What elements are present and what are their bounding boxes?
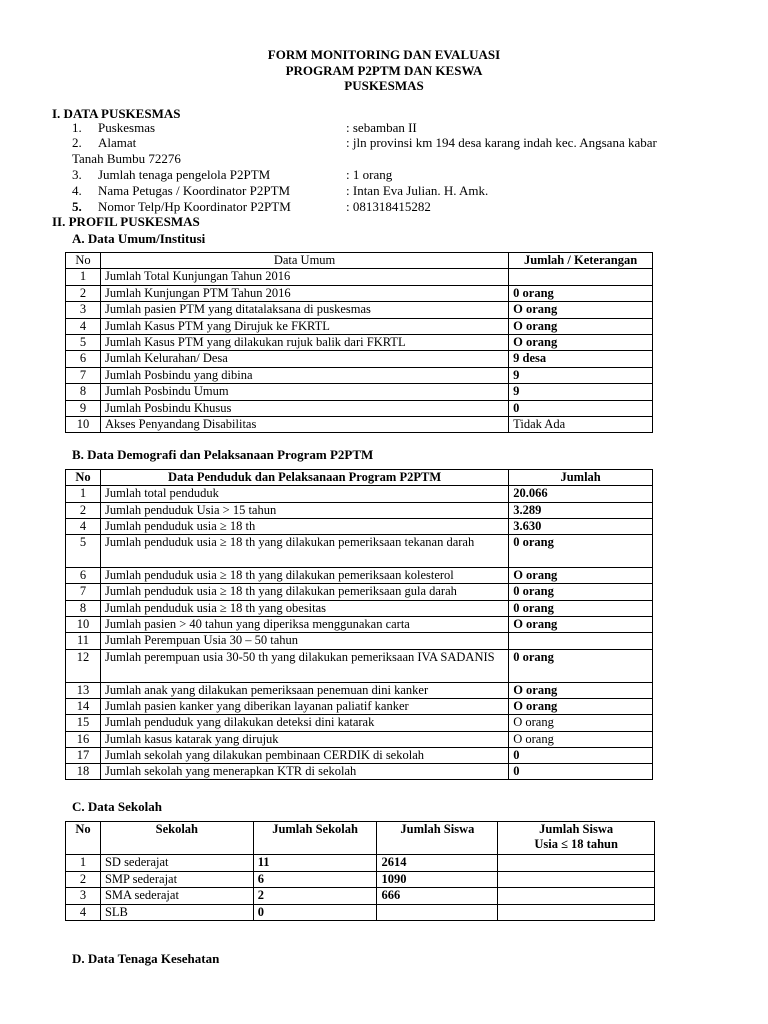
row-label: Jumlah Posbindu Umum bbox=[100, 384, 508, 400]
row-value: 9 bbox=[509, 367, 653, 383]
row-siswa-18 bbox=[498, 904, 655, 921]
row-label: Akses Penyandang Disabilitas bbox=[100, 416, 508, 432]
sub-a-heading: A. Data Umum/Institusi bbox=[72, 231, 206, 246]
table-row bbox=[66, 600, 653, 616]
item-3-num: 3. bbox=[72, 167, 82, 182]
row-label: Jumlah kasus katarak yang dirujuk bbox=[100, 731, 508, 747]
row-no: 3 bbox=[66, 302, 101, 318]
table-row bbox=[66, 302, 653, 318]
row-label: Jumlah penduduk usia ≥ 18 th yang obesitas bbox=[100, 600, 508, 616]
table-row bbox=[66, 617, 653, 633]
item-3-label: Jumlah tenaga pengelola P2PTM bbox=[98, 167, 271, 182]
row-value: O orang bbox=[509, 568, 653, 584]
row-no: 7 bbox=[66, 584, 101, 600]
row-label: Jumlah sekolah yang menerapkan KTR di sekolah bbox=[100, 764, 508, 780]
table-row bbox=[66, 584, 653, 600]
row-no: 16 bbox=[66, 731, 101, 747]
row-label: Jumlah Kasus PTM yang dilakukan rujuk balik dari FKRTL bbox=[100, 334, 508, 350]
row-sekolah: SD sederajat bbox=[100, 855, 253, 872]
row-no: 4 bbox=[66, 318, 101, 334]
row-no: 8 bbox=[66, 600, 101, 616]
row-no: 5 bbox=[66, 334, 101, 350]
table-row bbox=[66, 871, 655, 888]
item-5-value: : 081318415282 bbox=[346, 199, 431, 214]
row-label: Jumlah pasien kanker yang diberikan layanan paliatif kanker bbox=[100, 698, 508, 714]
item-5-label: Nomor Telp/Hp Koordinator P2PTM bbox=[98, 199, 291, 214]
table-row bbox=[66, 400, 653, 416]
row-value: O orang bbox=[509, 318, 653, 334]
row-value: 0 orang bbox=[509, 535, 653, 568]
item-1-value: : sebamban II bbox=[346, 120, 417, 135]
row-siswa-18 bbox=[498, 855, 655, 872]
col-header-usia-line2: Usia ≤ 18 tahun bbox=[534, 837, 618, 851]
row-label: Jumlah Perempuan Usia 30 – 50 tahun bbox=[100, 633, 508, 649]
row-value bbox=[509, 269, 653, 285]
row-label: Jumlah Posbindu yang dibina bbox=[100, 367, 508, 383]
row-value: 0 orang bbox=[509, 584, 653, 600]
table-row bbox=[66, 285, 653, 301]
table-row bbox=[66, 416, 653, 432]
row-value: 0 orang bbox=[509, 649, 653, 682]
row-jumlah-siswa: 666 bbox=[377, 888, 498, 905]
item-2-label: Alamat bbox=[98, 135, 137, 150]
form-title-line2: PROGRAM P2PTM DAN KESWA bbox=[285, 63, 483, 78]
row-no: 18 bbox=[66, 764, 101, 780]
row-sekolah: SLB bbox=[100, 904, 253, 921]
row-label: Jumlah Total Kunjungan Tahun 2016 bbox=[100, 269, 508, 285]
table-row bbox=[66, 682, 653, 698]
item-2-num: 2. bbox=[72, 135, 82, 150]
row-label: Jumlah penduduk Usia > 15 tahun bbox=[100, 502, 508, 518]
table-row bbox=[66, 518, 653, 534]
row-label: Jumlah penduduk usia ≥ 18 th bbox=[100, 518, 508, 534]
col-header-no: No bbox=[66, 822, 101, 855]
table-row bbox=[66, 486, 653, 502]
row-label: Jumlah Kunjungan PTM Tahun 2016 bbox=[100, 285, 508, 301]
row-value: O orang bbox=[509, 302, 653, 318]
col-header-jumlah-siswa-line1: Jumlah Siswa bbox=[539, 822, 614, 836]
row-no: 17 bbox=[66, 747, 101, 763]
row-no: 8 bbox=[66, 384, 101, 400]
row-value: O orang bbox=[509, 731, 653, 747]
item-5-num: 5. bbox=[72, 199, 82, 214]
col-header-no: No bbox=[66, 253, 101, 269]
sub-c-heading: C. Data Sekolah bbox=[72, 799, 162, 814]
row-value: 3.630 bbox=[509, 518, 653, 534]
row-value: O orang bbox=[509, 617, 653, 633]
table-row bbox=[66, 715, 653, 731]
row-value: 9 desa bbox=[509, 351, 653, 367]
row-no: 2 bbox=[66, 285, 101, 301]
row-label: Jumlah perempuan usia 30-50 th yang dilakukan pemeriksaan IVA SADANIS bbox=[100, 649, 508, 682]
table-row bbox=[66, 888, 655, 905]
row-value: 0 orang bbox=[509, 285, 653, 301]
table-row bbox=[66, 535, 653, 568]
row-no: 2 bbox=[66, 502, 101, 518]
row-jumlah-siswa bbox=[377, 904, 498, 921]
row-siswa-18 bbox=[498, 888, 655, 905]
row-sekolah: SMA sederajat bbox=[100, 888, 253, 905]
row-no: 15 bbox=[66, 715, 101, 731]
row-no: 3 bbox=[66, 888, 101, 905]
table-row bbox=[66, 351, 653, 367]
row-no: 12 bbox=[66, 649, 101, 682]
row-label: Jumlah penduduk usia ≥ 18 th yang dilakukan pemeriksaan tekanan darah bbox=[100, 535, 508, 568]
table-row bbox=[66, 633, 653, 649]
row-jumlah-siswa: 2614 bbox=[377, 855, 498, 872]
table-row bbox=[66, 764, 653, 780]
row-value: 20.066 bbox=[509, 486, 653, 502]
row-no: 13 bbox=[66, 682, 101, 698]
row-label: Jumlah pasien PTM yang ditatalaksana di puskesmas bbox=[100, 302, 508, 318]
row-value: O orang bbox=[509, 334, 653, 350]
col-header-jumlah-sekolah: Jumlah Sekolah bbox=[253, 822, 377, 855]
row-label: Jumlah Posbindu Khusus bbox=[100, 400, 508, 416]
row-value: 3.289 bbox=[509, 502, 653, 518]
row-no: 6 bbox=[66, 568, 101, 584]
row-label: Jumlah pasien > 40 tahun yang diperiksa menggunakan carta bbox=[100, 617, 508, 633]
col-header-jumlah: Jumlah bbox=[509, 470, 653, 486]
row-no: 1 bbox=[66, 269, 101, 285]
row-value: O orang bbox=[509, 715, 653, 731]
table-row bbox=[66, 731, 653, 747]
row-jumlah-siswa: 1090 bbox=[377, 871, 498, 888]
sub-d-heading: D. Data Tenaga Kesehatan bbox=[72, 951, 220, 966]
row-jumlah-sekolah: 6 bbox=[253, 871, 377, 888]
row-jumlah-sekolah: 0 bbox=[253, 904, 377, 921]
form-title-line1: FORM MONITORING DAN EVALUASI bbox=[267, 47, 501, 62]
row-label: Jumlah total penduduk bbox=[100, 486, 508, 502]
table-data-sekolah bbox=[65, 821, 655, 921]
section-data-puskesmas-heading: I. DATA PUSKESMAS bbox=[52, 106, 181, 121]
row-label: Jumlah Kelurahan/ Desa bbox=[100, 351, 508, 367]
item-1-label: Puskesmas bbox=[98, 120, 156, 135]
col-header-sekolah: Sekolah bbox=[100, 822, 253, 855]
row-no: 14 bbox=[66, 698, 101, 714]
row-no: 6 bbox=[66, 351, 101, 367]
table-row bbox=[66, 855, 655, 872]
table-row bbox=[66, 334, 653, 350]
table-row bbox=[66, 367, 653, 383]
table-row bbox=[66, 649, 653, 682]
row-no: 5 bbox=[66, 535, 101, 568]
row-no: 4 bbox=[66, 518, 101, 534]
row-no: 4 bbox=[66, 904, 101, 921]
col-header-no: No bbox=[66, 470, 101, 486]
row-jumlah-sekolah: 2 bbox=[253, 888, 377, 905]
row-value: Tidak Ada bbox=[509, 416, 653, 432]
address-continuation: Tanah Bumbu 72276 bbox=[72, 151, 181, 166]
row-value: O orang bbox=[509, 698, 653, 714]
table-row bbox=[66, 904, 655, 921]
col-header-jumlah-siswa-usia bbox=[498, 822, 655, 855]
item-2-value: : jln provinsi km 194 desa karang indah kec. Angsana kabar bbox=[346, 135, 657, 150]
row-label: Jumlah Kasus PTM yang Dirujuk ke FKRTL bbox=[100, 318, 508, 334]
row-value: 0 bbox=[509, 400, 653, 416]
row-label: Jumlah penduduk yang dilakukan deteksi dini katarak bbox=[100, 715, 508, 731]
item-4-label: Nama Petugas / Koordinator P2PTM bbox=[98, 183, 291, 198]
row-value: 0 bbox=[509, 747, 653, 763]
row-value: 9 bbox=[509, 384, 653, 400]
table-row bbox=[66, 384, 653, 400]
row-value: 0 bbox=[509, 764, 653, 780]
row-no: 7 bbox=[66, 367, 101, 383]
section-profil-heading: II. PROFIL PUSKESMAS bbox=[52, 214, 200, 229]
row-no: 1 bbox=[66, 486, 101, 502]
row-no: 1 bbox=[66, 855, 101, 872]
row-label: Jumlah penduduk usia ≥ 18 th yang dilakukan pemeriksaan kolesterol bbox=[100, 568, 508, 584]
col-header-data-penduduk: Data Penduduk dan Pelaksanaan Program P2PTM bbox=[100, 470, 508, 486]
table-row bbox=[66, 318, 653, 334]
col-header-data-umum: Data Umum bbox=[100, 253, 508, 269]
row-sekolah: SMP sederajat bbox=[100, 871, 253, 888]
row-value bbox=[509, 633, 653, 649]
row-value: 0 orang bbox=[509, 600, 653, 616]
table-row bbox=[66, 502, 653, 518]
row-label: Jumlah anak yang dilakukan pemeriksaan penemuan dini kanker bbox=[100, 682, 508, 698]
table-row bbox=[66, 568, 653, 584]
item-4-num: 4. bbox=[72, 183, 82, 198]
table-row bbox=[66, 269, 653, 285]
table-row bbox=[66, 698, 653, 714]
row-label: Jumlah penduduk usia ≥ 18 th yang dilakukan pemeriksaan gula darah bbox=[100, 584, 508, 600]
row-no: 2 bbox=[66, 871, 101, 888]
sub-b-heading: B. Data Demografi dan Pelaksanaan Program P2PTM bbox=[72, 447, 374, 462]
table-data-umum bbox=[65, 252, 653, 433]
table-row bbox=[66, 747, 653, 763]
form-title-line3: PUSKESMAS bbox=[344, 78, 424, 93]
row-value: O orang bbox=[509, 682, 653, 698]
row-no: 11 bbox=[66, 633, 101, 649]
col-header-jumlah-siswa: Jumlah Siswa bbox=[377, 822, 498, 855]
row-no: 10 bbox=[66, 617, 101, 633]
item-1-num: 1. bbox=[72, 120, 82, 135]
item-4-value: : Intan Eva Julian. H. Amk. bbox=[346, 183, 489, 198]
item-3-value: : 1 orang bbox=[346, 167, 393, 182]
row-no: 10 bbox=[66, 416, 101, 432]
row-label: Jumlah sekolah yang dilakukan pembinaan CERDIK di sekolah bbox=[100, 747, 508, 763]
table-data-demografi bbox=[65, 469, 653, 780]
row-no: 9 bbox=[66, 400, 101, 416]
row-siswa-18 bbox=[498, 871, 655, 888]
col-header-jumlah-keterangan: Jumlah / Keterangan bbox=[509, 253, 653, 269]
row-jumlah-sekolah: 11 bbox=[253, 855, 377, 872]
